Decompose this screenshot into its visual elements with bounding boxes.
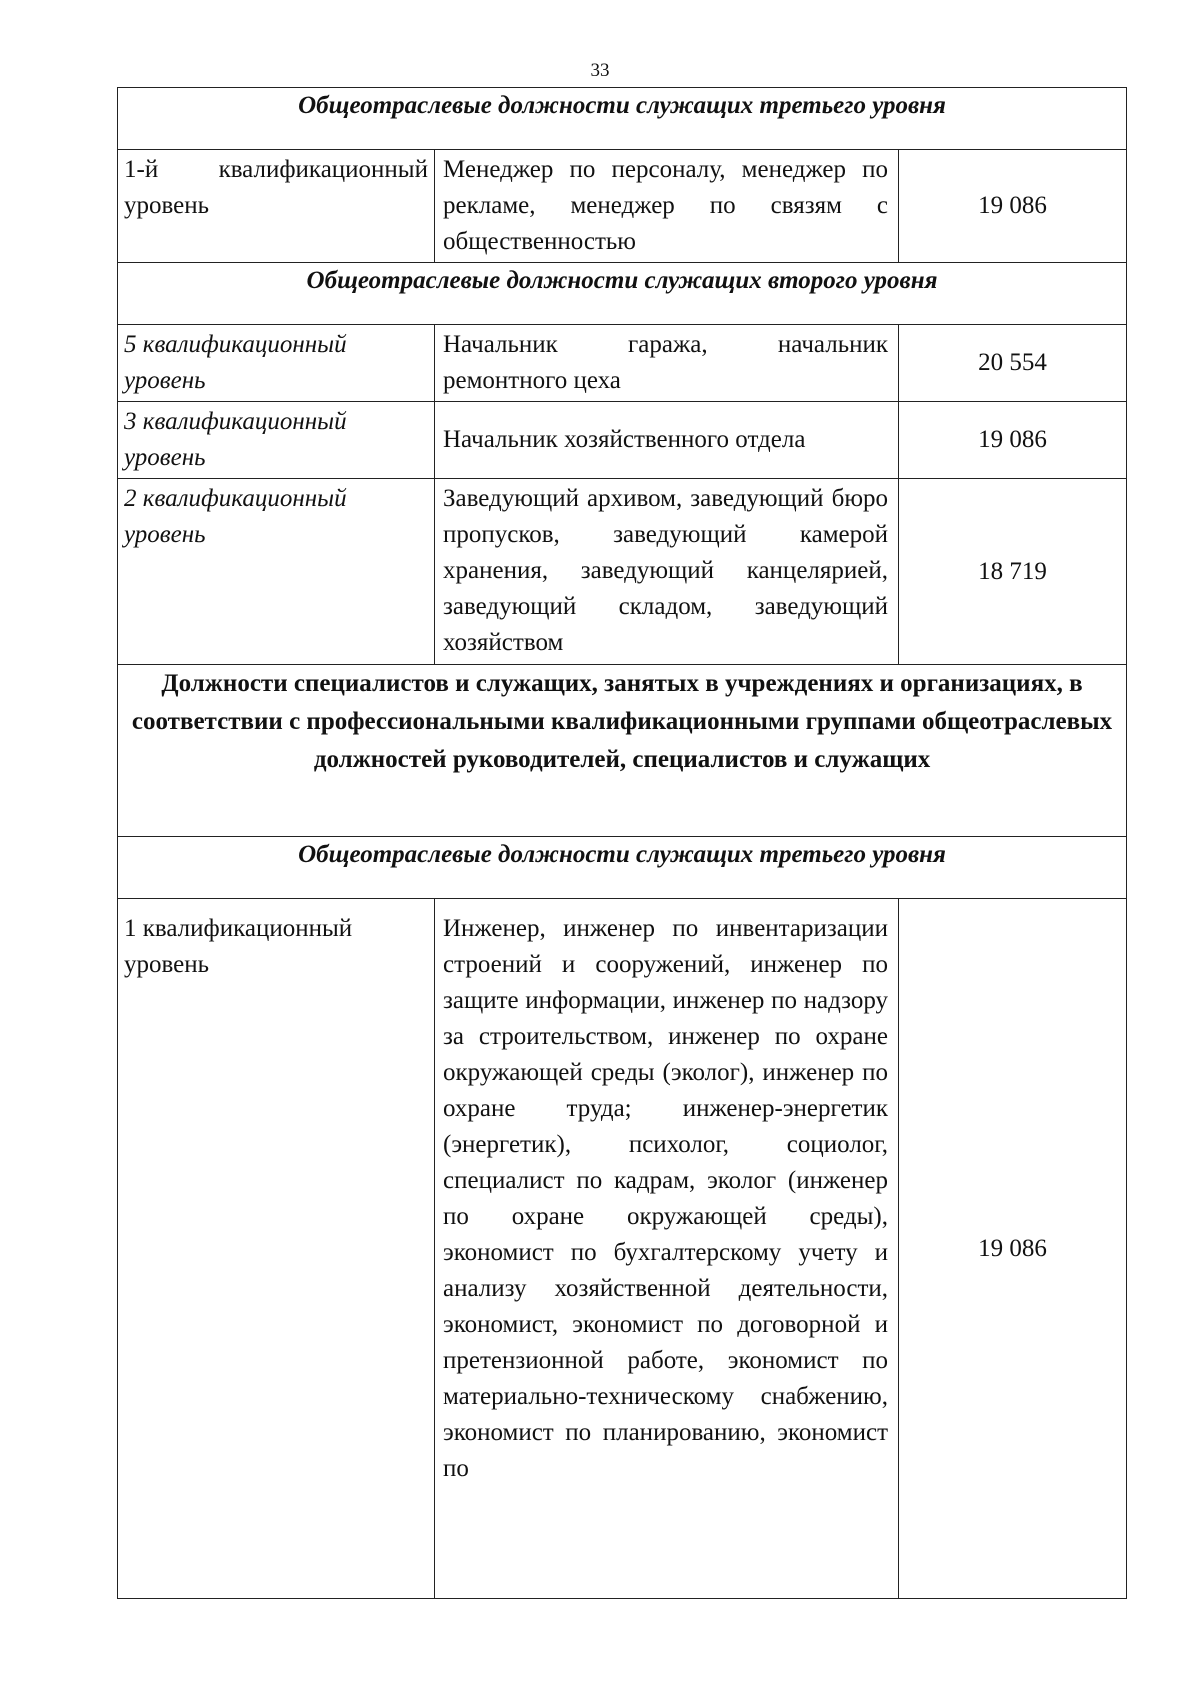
- table-row: [118, 150, 1127, 263]
- table-row: [118, 325, 1127, 402]
- section-header-specialists: [118, 665, 1127, 837]
- salary-value: 19 086: [899, 402, 1127, 479]
- qualification-level: 1-й квалификационный уровень: [118, 150, 435, 263]
- page-number: 33: [590, 60, 610, 81]
- salary-value: 19 086: [899, 150, 1127, 263]
- table-row: [118, 402, 1127, 479]
- salary-value: 20 554: [899, 325, 1127, 402]
- section-header-third-level: [118, 88, 1127, 150]
- positions-list: Инженер, инженер по инвентаризации строений и сооружений, инженер по защите информации, инженер по надзору за строительством, инженер по охране окружающей среды (эколог), инженер по охране труда; инженер-энергетик (энергетик), психолог, социолог, специалист по кадрам, эколог (инженер по охране окружающей среды), экономист по бухгалтерскому учету и анализу хозяйственной деятельности, экономист, экономист по договорной и претензионной работе, экономист по материально-техническому снабжению, экономист по планированию, экономист по: [435, 899, 899, 1599]
- section-title: Общеотраслевые должности служащих третьего уровня: [118, 837, 1127, 899]
- table-row: [118, 899, 1127, 1599]
- section-header-third-level: [118, 837, 1127, 899]
- section-title: Должности специалистов и служащих, занятых в учреждениях и организациях, в соответствии с профессиональными квалификационными группами общеотраслевых должностей руководителей, специалистов и служащих: [118, 665, 1127, 837]
- salary-value: 18 719: [899, 479, 1127, 665]
- qualification-level: 5 квалификационный уровень: [118, 325, 435, 402]
- positions-list: Начальник хозяйственного отдела: [435, 402, 899, 479]
- salary-value: 19 086: [899, 899, 1127, 1599]
- table-row: [118, 479, 1127, 665]
- positions-list: Менеджер по персоналу, менеджер по рекламе, менеджер по связям с общественностью: [435, 150, 899, 263]
- section-title: Общеотраслевые должности служащих третьего уровня: [118, 88, 1127, 150]
- qualification-level: 3 квалификационный уровень: [118, 402, 435, 479]
- positions-list: Начальник гаража, начальник ремонтного цеха: [435, 325, 899, 402]
- section-header-second-level: [118, 263, 1127, 325]
- positions-list: Заведующий архивом, заведующий бюро пропусков, заведующий камерой хранения, заведующий канцелярией, заведующий складом, заведующий хозяйством: [435, 479, 899, 665]
- salary-table: [117, 87, 1127, 1599]
- qualification-level: 1 квалификационный уровень: [118, 899, 435, 1599]
- qualification-level: 2 квалификационный уровень: [118, 479, 435, 665]
- section-title: Общеотраслевые должности служащих второго уровня: [118, 263, 1127, 325]
